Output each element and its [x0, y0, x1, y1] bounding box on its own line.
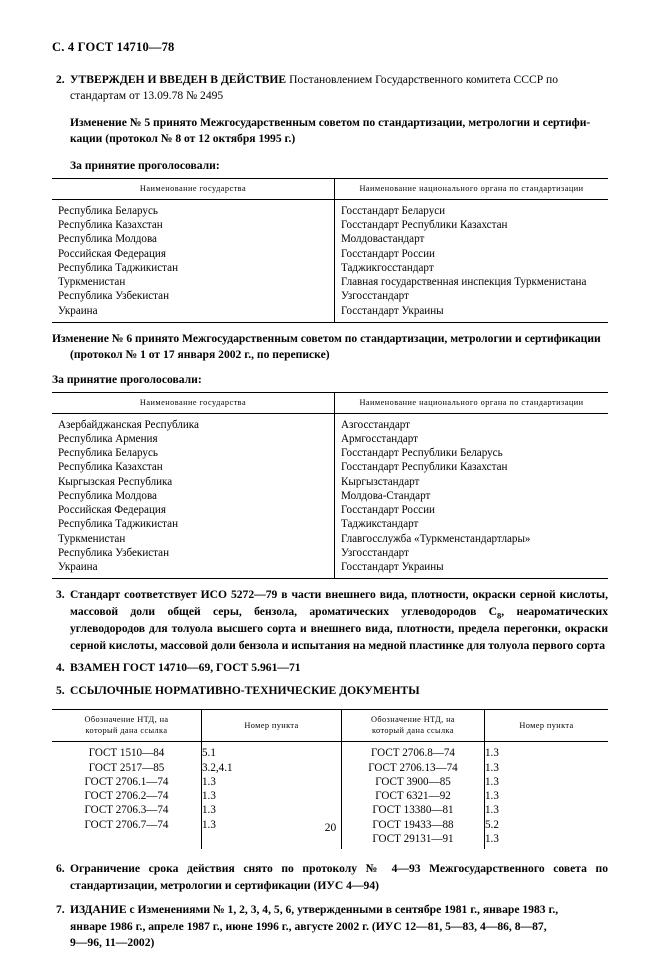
- table-row: [52, 517, 608, 531]
- ref-doc-designation: ГОСТ 1510—84: [88, 747, 165, 760]
- ref-clause-number: 1.3: [485, 775, 499, 788]
- states-table-1-col-body: Наименование национального органа по стандартизации: [335, 178, 609, 199]
- states-table-1: [52, 178, 608, 323]
- standards-body-cell: Узгосстандарт: [341, 546, 409, 559]
- amendment-5-line-2: кации (протокол № 8 от 12 октября 1995 г.): [70, 132, 296, 146]
- ref-clause-number: 1.3: [202, 818, 216, 831]
- standards-body-cell: Таджикстандарт: [341, 518, 419, 531]
- amendment-5-line-1: Изменение № 5 принято Межгосударственным советом по стандартизации, метрологии и сертифи-: [70, 115, 591, 129]
- standards-body-cell: Молдова-Стандарт: [341, 489, 431, 502]
- page-number: 20: [324, 822, 337, 834]
- standards-body-cell: Госстандарт Беларуси: [341, 204, 446, 217]
- table-header-row: [52, 710, 608, 742]
- ref-clause-number: 5.2: [485, 818, 499, 831]
- table-row: [52, 460, 608, 474]
- clause-6: [52, 861, 608, 894]
- clause-7-body: [70, 902, 608, 951]
- ref-doc-designation: ГОСТ 13380—81: [372, 804, 454, 817]
- state-name-cell: Российская Федерация: [52, 503, 335, 517]
- clause-7: [52, 902, 608, 951]
- standards-body-cell: Узгосстандарт: [341, 290, 409, 303]
- ref-clause-number: 1.3: [202, 775, 216, 788]
- amendment-6-line-1: Изменение № 6 принято Межгосударственным советом по стандартизации, метрологии и сертификации: [52, 331, 601, 345]
- ref-clause-number: 3.2,4.1: [202, 761, 233, 774]
- clause-7-line-1: ИЗДАНИЕ с Изменениями № 1, 2, 3, 4, 5, 6, утвержденными в сентябре 1981 г., январе 1983 г.,: [70, 903, 559, 917]
- ref-col-num-left: Номер пункта: [202, 710, 342, 742]
- ref-doc-designation: ГОСТ 2706.1—74: [84, 775, 169, 788]
- standards-body-cell: Госстандарт Украины: [341, 304, 444, 317]
- state-name-cell: Республика Армения: [52, 432, 335, 446]
- ref-doc-designation: ГОСТ 6321—92: [375, 790, 451, 803]
- state-name-cell: Кыргызская Республика: [52, 475, 335, 489]
- states-table-2-col-state: Наименование государства: [52, 392, 335, 413]
- ref-doc-designation: ГОСТ 19433—88: [372, 818, 454, 831]
- ref-doc-designation: ГОСТ 3900—85: [375, 775, 451, 788]
- table-row: [52, 275, 608, 289]
- amendment-6-paragraph: [52, 331, 608, 364]
- table-row: [52, 560, 608, 579]
- ref-clause-number: 1.3: [485, 790, 499, 803]
- ref-clause-number: 1.3: [485, 832, 499, 845]
- table-row: [52, 446, 608, 460]
- ref-col-doc-left: [52, 710, 202, 742]
- clause-3-number: 3.: [56, 588, 65, 602]
- ref-doc-designation: ГОСТ 2706.13—74: [368, 761, 458, 774]
- amendment-5-paragraph: [70, 115, 608, 148]
- states-table-1-head: [52, 178, 608, 199]
- state-name-cell: Республика Беларусь: [52, 446, 335, 460]
- table-row: [52, 432, 608, 446]
- table-row: [52, 247, 608, 261]
- standards-body-cell: Азгосстандарт: [341, 418, 411, 431]
- standards-body-cell: Кыргызстандарт: [341, 475, 420, 488]
- clause-3-subscript: 8: [497, 610, 502, 621]
- page-header: С. 4 ГОСТ 14710—78: [52, 40, 175, 54]
- votes-label-2: За принятие проголосовали:: [52, 372, 202, 386]
- ref-doc-designation: ГОСТ 2706.2—74: [84, 790, 169, 803]
- ref-col-doc-left-line1: Обозначение НТД, на: [84, 715, 169, 725]
- clause-3-body: [70, 587, 608, 654]
- table-row: [52, 532, 608, 546]
- clause-3-part-1: Стандарт соответствует ИСО 5272—79 в части внешнего вида, плотности, окраски серной кислоты, массовой доли общей серы, бензола, ароматических углеводородов С: [70, 588, 608, 618]
- state-name-cell: Туркменистан: [52, 532, 335, 546]
- clause-7-number: 7.: [56, 903, 65, 917]
- table-header-row: [52, 178, 608, 199]
- state-name-cell: Республика Таджикистан: [52, 517, 335, 531]
- table-row: [52, 546, 608, 560]
- state-name-cell: Республика Молдова: [52, 489, 335, 503]
- ref-doc-designation: ГОСТ 2706.8—74: [371, 747, 455, 760]
- ref-clause-number: 1.3: [485, 747, 499, 760]
- states-table-2-head: [52, 392, 608, 413]
- ref-doc-designation: ГОСТ 2706.3—74: [84, 804, 169, 817]
- standards-body-cell: Госстандарт Республики Казахстан: [341, 219, 508, 232]
- states-table-2-col-body: Наименование национального органа по стандартизации: [335, 392, 609, 413]
- clause-3-part-2: , неароматических углеводородов для толуола высшего сорта и внешнего вида, плотности, предела перегонки, окраски серной кислоты, массовой доли бензола и испытания на медной пластинке для толуола первого сорта: [70, 604, 608, 652]
- states-table-1-col-state: Наименование государства: [52, 178, 335, 199]
- reference-table-head: [52, 710, 608, 742]
- table-row: [52, 489, 608, 503]
- state-name-cell: Туркменистан: [52, 275, 335, 289]
- amendment-6-line-2: (протокол № 1 от 17 января 2002 г., по переписке): [70, 348, 330, 362]
- states-table-2-body: [52, 413, 608, 579]
- table-row: [52, 232, 608, 246]
- state-name-cell: Республика Беларусь: [52, 199, 335, 218]
- state-name-cell: Республика Таджикистан: [52, 261, 335, 275]
- clause-2-rest: Постановлением Государственного комитета СССР по стандартам от 13.09.78 № 2495: [70, 73, 559, 103]
- ref-doc-designation: ГОСТ 29131—91: [372, 832, 454, 845]
- standards-body-cell: Таджикгосстандарт: [341, 261, 434, 274]
- clause-6-body: [70, 861, 608, 894]
- state-name-cell: Украина: [52, 304, 335, 323]
- clause-5-number: 5.: [56, 683, 65, 697]
- clause-4-number: 4.: [56, 661, 65, 675]
- standards-body-cell: Госстандарт России: [341, 504, 435, 517]
- standards-body-cell: Госстандарт России: [341, 247, 435, 260]
- clause-2-lead: УТВЕРЖДЕН И ВВЕДЕН В ДЕЙСТВИЕ: [70, 73, 287, 86]
- votes-label-1: За принятие проголосовали:: [70, 158, 220, 172]
- table-row: [52, 261, 608, 275]
- clause-7-line-3: 9—96, 11—2002): [70, 936, 155, 950]
- table-row: [52, 304, 608, 323]
- clause-3: [52, 587, 608, 654]
- clause-4: [52, 660, 608, 676]
- clause-2-body: [70, 72, 608, 105]
- ref-clause-number: 1.3: [202, 804, 216, 817]
- ref-clause-number: 1.3: [485, 804, 499, 817]
- clause-6-number: 6.: [56, 862, 65, 876]
- ref-doc-designation: ГОСТ 2706.7—74: [84, 818, 169, 831]
- state-name-cell: Республика Казахстан: [52, 218, 335, 232]
- standards-body-cell: Главгосслужба «Туркменстандартлары»: [341, 532, 531, 545]
- state-name-cell: Республика Казахстан: [52, 460, 335, 474]
- ref-col-doc-left-line2: который дана ссылка: [85, 726, 168, 736]
- ref-col-num-right: Номер пункта: [485, 710, 609, 742]
- table-row: [52, 289, 608, 303]
- table-row: [52, 413, 608, 432]
- ref-clause-number: 5.1: [202, 747, 216, 760]
- state-name-cell: Российская Федерация: [52, 247, 335, 261]
- states-table-1-body: [52, 199, 608, 322]
- clause-7-line-2: январе 1986 г., апреле 1987 г., июне 1996 г., августе 2002 г. (ИУС 12—81, 5—83, 4—86, 8—87,: [70, 919, 547, 933]
- table-row: [52, 503, 608, 517]
- table-header-row: [52, 392, 608, 413]
- ref-col-doc-right-line1: Обозначение НТД, на: [371, 715, 455, 725]
- clause-5: [52, 683, 608, 699]
- standards-body-cell: Госстандарт Украины: [341, 561, 444, 574]
- ref-clause-number: 1.3: [485, 761, 499, 774]
- clause-2: [52, 72, 608, 105]
- standards-body-cell: Армгосстандарт: [341, 432, 419, 445]
- ref-col-doc-right: [342, 710, 485, 742]
- ref-col-doc-right-line2: который дана ссылка: [372, 726, 454, 736]
- clause-2-number: 2.: [56, 73, 65, 86]
- standards-body-cell: Главная государственная инспекция Туркменистана: [341, 276, 587, 289]
- table-row: [52, 475, 608, 489]
- standards-body-cell: Госстандарт Республики Казахстан: [341, 461, 508, 474]
- table-row: [52, 218, 608, 232]
- state-name-cell: Республика Узбекистан: [52, 289, 335, 303]
- standards-body-cell: Госстандарт Республики Беларусь: [341, 447, 503, 460]
- state-name-cell: Азербайджанская Республика: [52, 413, 335, 432]
- states-table-2: [52, 392, 608, 580]
- clause-5-body: ССЫЛОЧНЫЕ НОРМАТИВНО-ТЕХНИЧЕСКИЕ ДОКУМЕНТЫ: [70, 683, 420, 697]
- table-row: [52, 199, 608, 218]
- state-name-cell: Республика Узбекистан: [52, 546, 335, 560]
- clause-6-line-2: стандартизации, метрологии и сертификации (ИУС 4—94): [70, 878, 380, 892]
- clause-4-body: ВЗАМЕН ГОСТ 14710—69, ГОСТ 5.961—71: [70, 661, 301, 675]
- state-name-cell: Украина: [52, 560, 335, 579]
- standards-body-cell: Молдовастандарт: [341, 233, 425, 246]
- clause-6-line-1: Ограничение срока действия снято по протоколу № 4—93 Межгосударственного совета по: [70, 862, 608, 876]
- ref-clause-number: 1.3: [202, 790, 216, 803]
- state-name-cell: Республика Молдова: [52, 232, 335, 246]
- ref-doc-designation: ГОСТ 2517—85: [88, 761, 165, 774]
